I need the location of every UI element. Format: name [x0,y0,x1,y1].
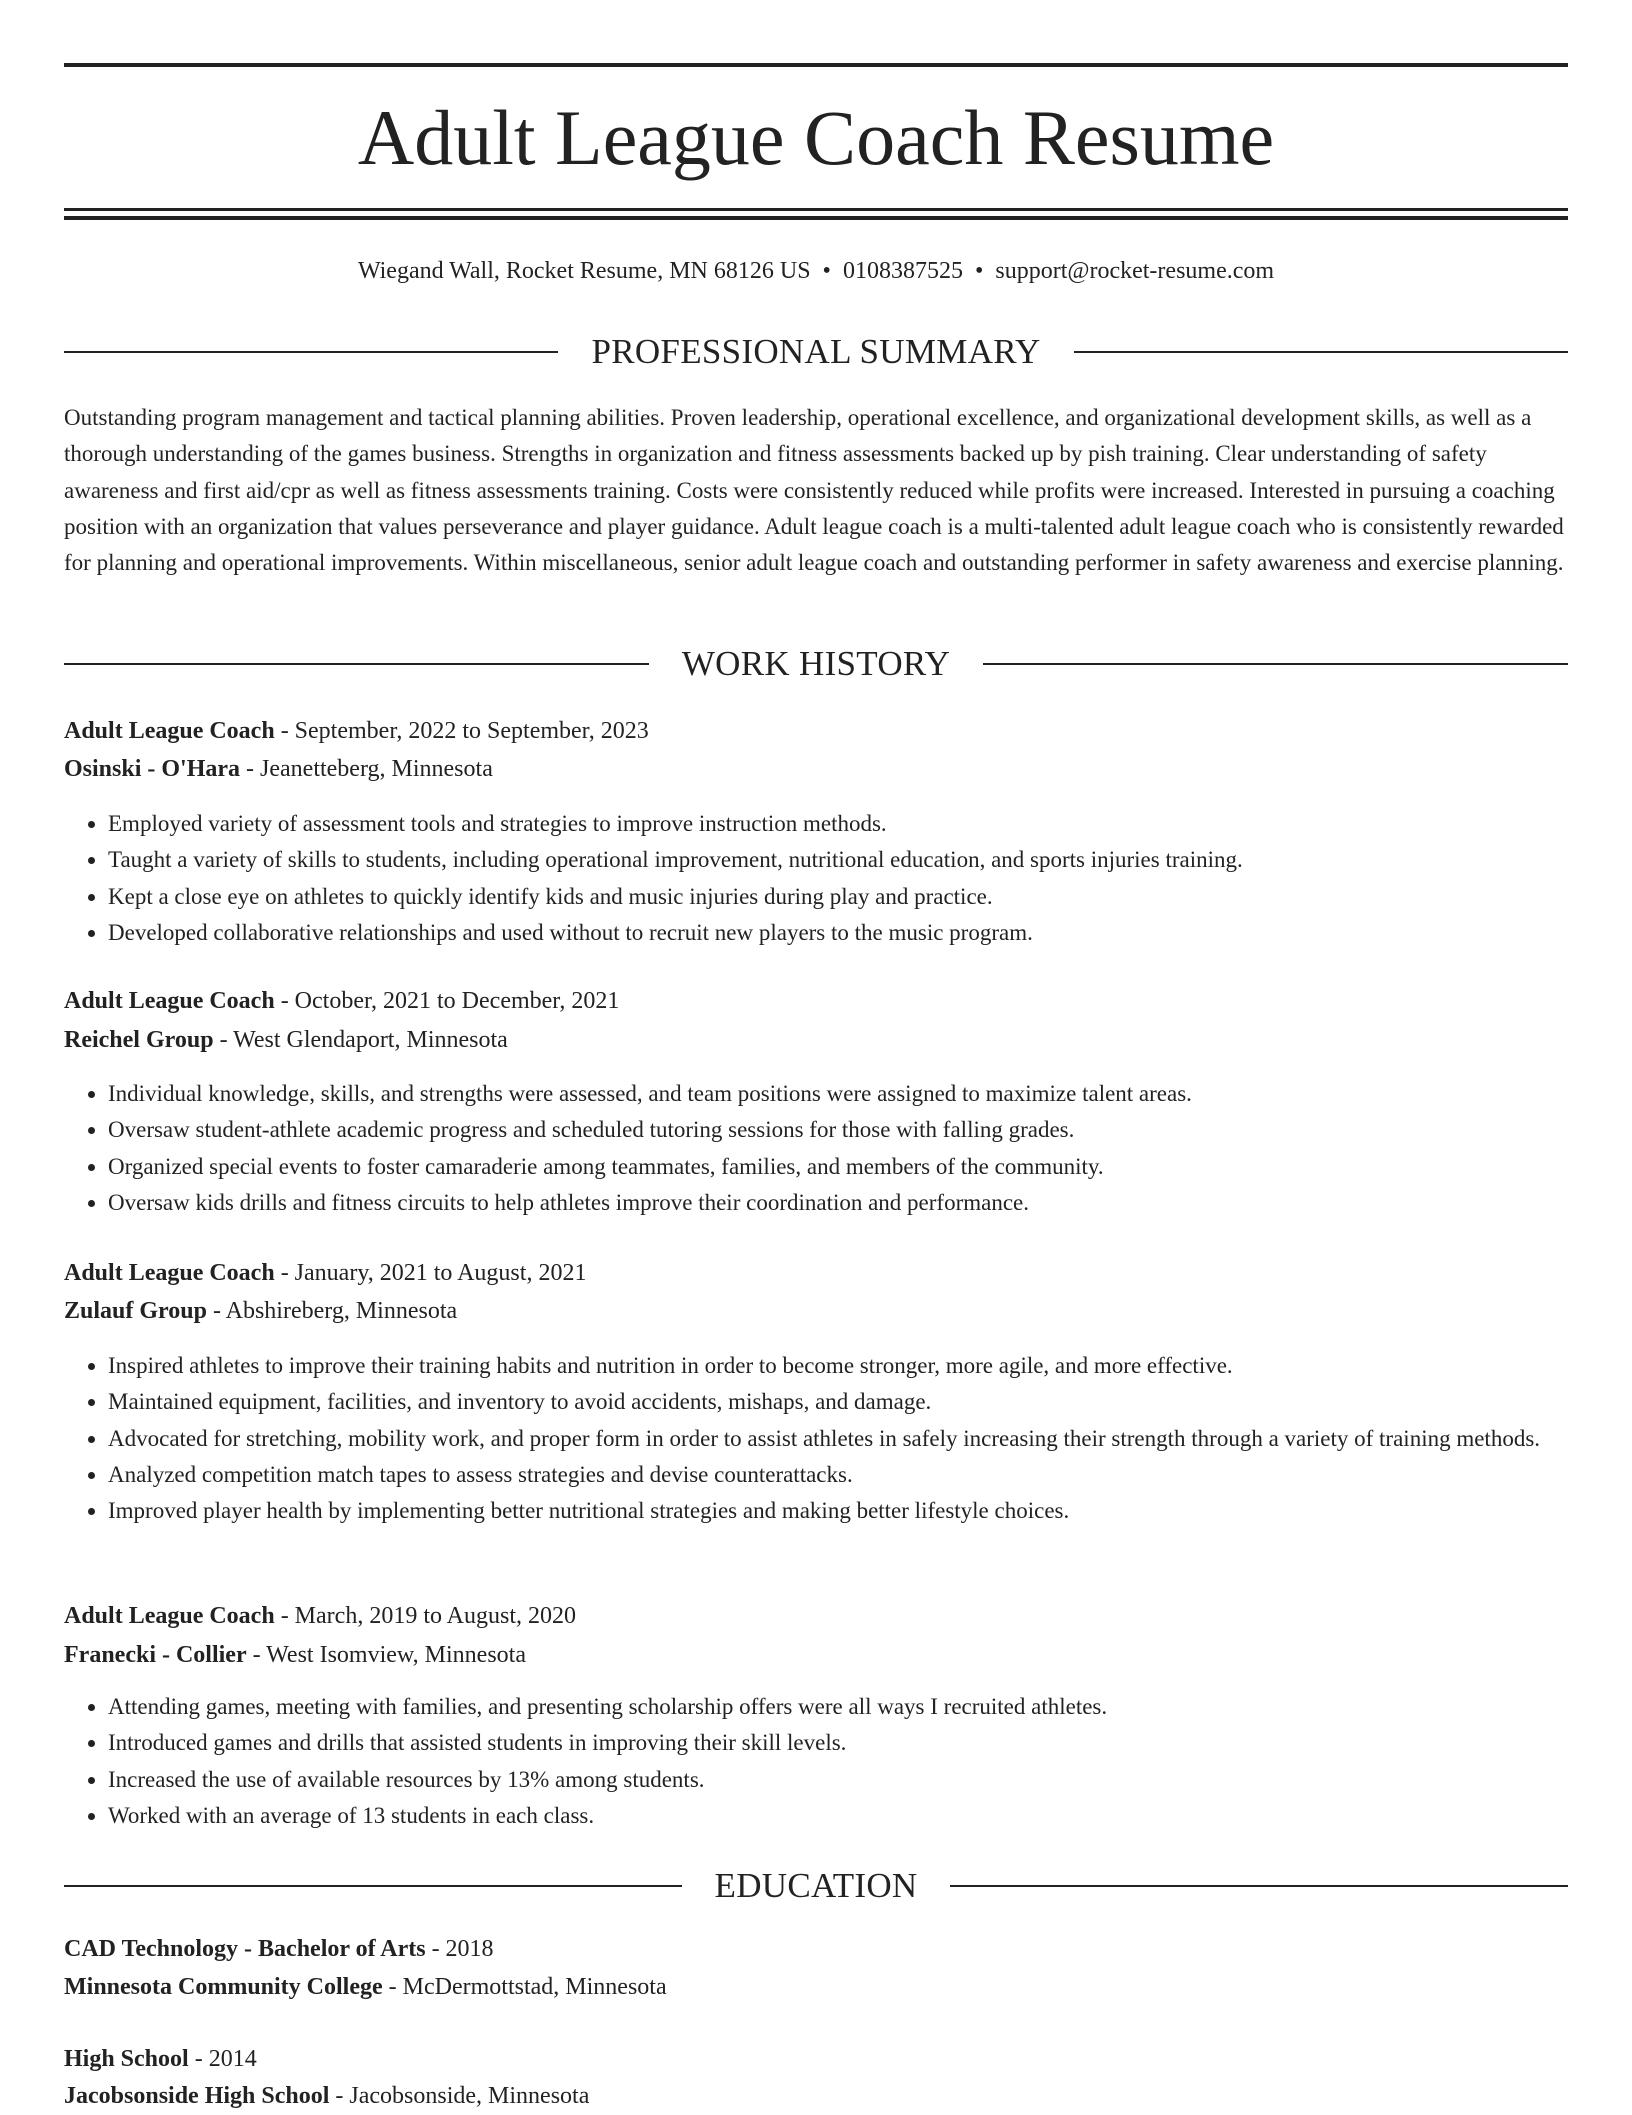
education-degree-line [64,1930,1568,1968]
resume-title: Adult League Coach Resume [357,94,1275,181]
job-company-line [64,1292,1568,1330]
contact-email: support@rocket-resume.com [995,258,1275,284]
job-bullets [64,1348,1568,1529]
job-location: - West Isomview, Minnesota [246,1642,526,1668]
job-bullet: • Advocated for stretching, mobility work, and proper form in order to assist athletes in safely increasing their strength through a variety of training methods. [108,1421,1568,1457]
job-bullet: • Attending games, meeting with families, and presenting scholarship offers were all ways I recruited athletes. [108,1689,1568,1725]
education-school-line [64,2077,1568,2115]
job-bullet: • Taught a variety of skills to students, including operational improvement, nutritional education, and sports injuries training. [108,842,1568,878]
job-company: Franecki - Collier [64,1642,247,1668]
education-school: Minnesota Community College [64,1974,383,2000]
education-degree: CAD Technology - Bachelor of Arts [64,1936,426,1962]
summary-heading [64,330,1568,374]
education-heading-label: EDUCATION [714,1866,918,1905]
job-company: Reichel Group [64,1027,214,1053]
heading-rule-right [983,663,1568,665]
header-bottom-rule [64,208,1568,211]
job-bullet: • Worked with an average of 13 students in each class. [108,1798,1568,1834]
heading-rule-left [64,1885,682,1887]
contact-phone: 0108387525 [842,258,963,284]
education-year: - 2014 [188,2046,257,2072]
job-location: - Abshireberg, Minnesota [206,1298,458,1324]
education-location: - Jacobsonside, Minnesota [329,2083,590,2109]
heading-rule-right [950,1885,1568,1887]
job-bullets [64,806,1568,951]
summary-text: Outstanding program management and tactical planning abilities. Proven leadership, operational excellence, and organizational development skills, as well as a thorough understanding of the games business. Strengths in organization and fitness assessments backed up by pish training. Clear understanding of safety awareness and first aid/cpr as well as fitness assessments training. Costs were consistently reduced while profits were increased. Interested in pursuing a coaching position with an organization that values perseverance and player guidance. Adult league coach is a multi-talented adult league coach who is consistently rewarded for planning and operational improvements. Within miscellaneous, senior adult league coach and outstanding performer in safety awareness and exercise planning. [64,405,1564,576]
job-bullet: • Introduced games and drills that assisted students in improving their skill levels. [108,1725,1568,1761]
job-title: Adult League Coach [64,1260,275,1286]
job-bullets [64,1076,1568,1221]
job-company-line [64,750,1568,788]
job-company: Osinski - O'Hara [64,756,241,782]
job-title-line [64,982,1568,1020]
heading-rule-left [64,351,558,353]
contact-separator: • [822,258,831,284]
header-bottom-rule-thick [64,216,1568,220]
header-top-rule [64,63,1568,67]
contact-line [64,254,1568,288]
job-location: - Jeanetteberg, Minnesota [240,756,493,782]
job-title: Adult League Coach [64,718,275,744]
work-history-heading [64,642,1568,686]
job-dates: - January, 2021 to August, 2021 [274,1260,587,1286]
education-school-line [64,1968,1568,2006]
contact-address: Wiegand Wall, Rocket Resume, MN 68126 US [357,258,811,284]
job-title-line [64,1597,1568,1635]
job-bullet: • Developed collaborative relationships and used without to recruit new players to the music program. [108,915,1568,951]
job-bullet: • Inspired athletes to improve their training habits and nutrition in order to become stronger, more agile, and more effective. [108,1348,1568,1384]
education-year: - 2018 [425,1936,494,1962]
job-bullet: • Oversaw student-athlete academic progress and scheduled tutoring sessions for those with falling grades. [108,1112,1568,1148]
job-bullet: • Increased the use of available resources by 13% among students. [108,1762,1568,1798]
job-bullet: • Individual knowledge, skills, and strengths were assessed, and team positions were assigned to maximize talent areas. [108,1076,1568,1112]
job-bullet: • Oversaw kids drills and fitness circuits to help athletes improve their coordination and performance. [108,1185,1568,1221]
job-title-line [64,712,1568,750]
job-bullet: • Organized special events to foster camaraderie among teammates, families, and members of the community. [108,1149,1568,1185]
education-heading [64,1864,1568,1908]
job-location: - West Glendaport, Minnesota [213,1027,508,1053]
job-title: Adult League Coach [64,1603,275,1629]
job-bullet: • Maintained equipment, facilities, and inventory to avoid accidents, mishaps, and damage. [108,1384,1568,1420]
job-bullet: • Employed variety of assessment tools and strategies to improve instruction methods. [108,806,1568,842]
summary-heading-label: PROFESSIONAL SUMMARY [591,332,1041,371]
job-dates: - March, 2019 to August, 2020 [274,1603,576,1629]
job-title-line [64,1254,1568,1292]
heading-rule-right [1074,351,1568,353]
education-degree: High School [64,2046,189,2072]
job-bullet: • Improved player health by implementing better nutritional strategies and making better lifestyle choices. [108,1493,1568,1529]
job-title: Adult League Coach [64,988,275,1014]
job-company-line [64,1021,1568,1059]
heading-rule-left [64,663,649,665]
education-school: Jacobsonside High School [64,2083,330,2109]
job-bullet: • Kept a close eye on athletes to quickly identify kids and music injuries during play and practice. [108,879,1568,915]
education-location: - McDermottstad, Minnesota [382,1974,667,2000]
education-degree-line [64,2040,1568,2078]
work-history-heading-label: WORK HISTORY [681,644,951,683]
contact-separator: • [974,258,984,284]
job-dates: - October, 2021 to December, 2021 [274,988,620,1014]
job-bullet: • Analyzed competition match tapes to assess strategies and devise counterattacks. [108,1457,1568,1493]
job-bullets [64,1689,1568,1834]
job-company: Zulauf Group [64,1298,207,1324]
job-company-line [64,1636,1568,1674]
job-dates: - September, 2022 to September, 2023 [274,718,649,744]
